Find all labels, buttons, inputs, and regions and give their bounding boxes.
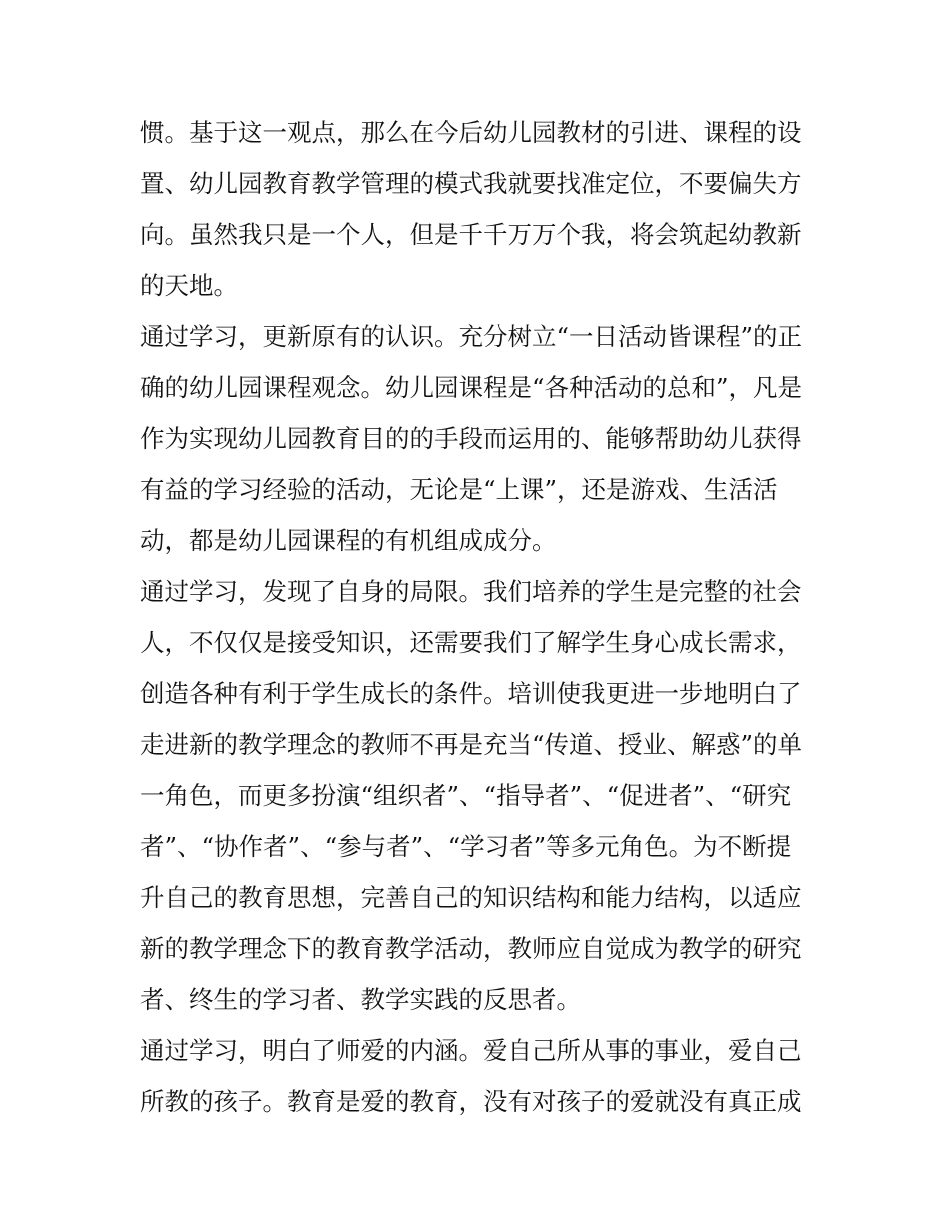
text-line: 升自己的教育思想，完善自己的知识结构和能力结构，以适应 (140, 883, 802, 912)
text-line: 作为实现幼儿园教育目的的手段而运用的、能够帮助幼儿获得 (140, 424, 802, 453)
paragraph-3 (140, 566, 820, 1025)
text-line: 惯。基于这一观点，那么在今后幼儿园教材的引进、课程的设 (140, 118, 802, 147)
text-line: 通过学习，明白了师爱的内涵。爱自己所从事的事业，爱自己 (140, 1036, 802, 1065)
paragraph-4 (140, 1025, 820, 1127)
text-line: 确的幼儿园课程观念。幼儿园课程是“各种活动的总和”，凡是 (140, 373, 803, 402)
text-line: 的天地。 (140, 271, 238, 300)
paragraph-2 (140, 311, 820, 566)
text-line: 通过学习，更新原有的认识。充分树立“一日活动皆课程”的正 (140, 322, 803, 351)
text-line: 者”、“协作者”、“参与者”、“学习者”等多元角色。为不断提 (140, 832, 792, 861)
text-line: 动，都是幼儿园课程的有机组成成分。 (140, 526, 557, 555)
text-line: 所教的孩子。教育是爱的教育，没有对孩子的爱就没有真正成 (140, 1087, 802, 1116)
text-line: 向。虽然我只是一个人，但是千千万万个我，将会筑起幼教新 (140, 220, 802, 249)
text-line: 新的教学理念下的教育教学活动，教师应自觉成为教学的研究 (140, 934, 802, 963)
text-line: 走进新的教学理念的教师不再是充当“传道、授业、解惑”的单 (140, 730, 803, 759)
document-body (140, 107, 820, 1127)
text-line: 者、终生的学习者、教学实践的反思者。 (140, 985, 581, 1014)
paragraph-1 (140, 107, 820, 311)
text-line: 有益的学习经验的活动，无论是“上课”，还是游戏、生活活 (140, 475, 778, 504)
text-line: 创造各种有利于学生成长的条件。培训使我更进一步地明白了 (140, 679, 802, 708)
text-line: 置、幼儿园教育教学管理的模式我就要找准定位，不要偏失方 (140, 169, 802, 198)
text-line: 人，不仅仅是接受知识，还需要我们了解学生身心成长需求， (140, 628, 802, 657)
text-line: 一角色，而更多扮演“组织者”、“指导者”、“促进者”、“研究 (140, 781, 792, 810)
text-line: 通过学习，发现了自身的局限。我们培养的学生是完整的社会 (140, 577, 802, 606)
